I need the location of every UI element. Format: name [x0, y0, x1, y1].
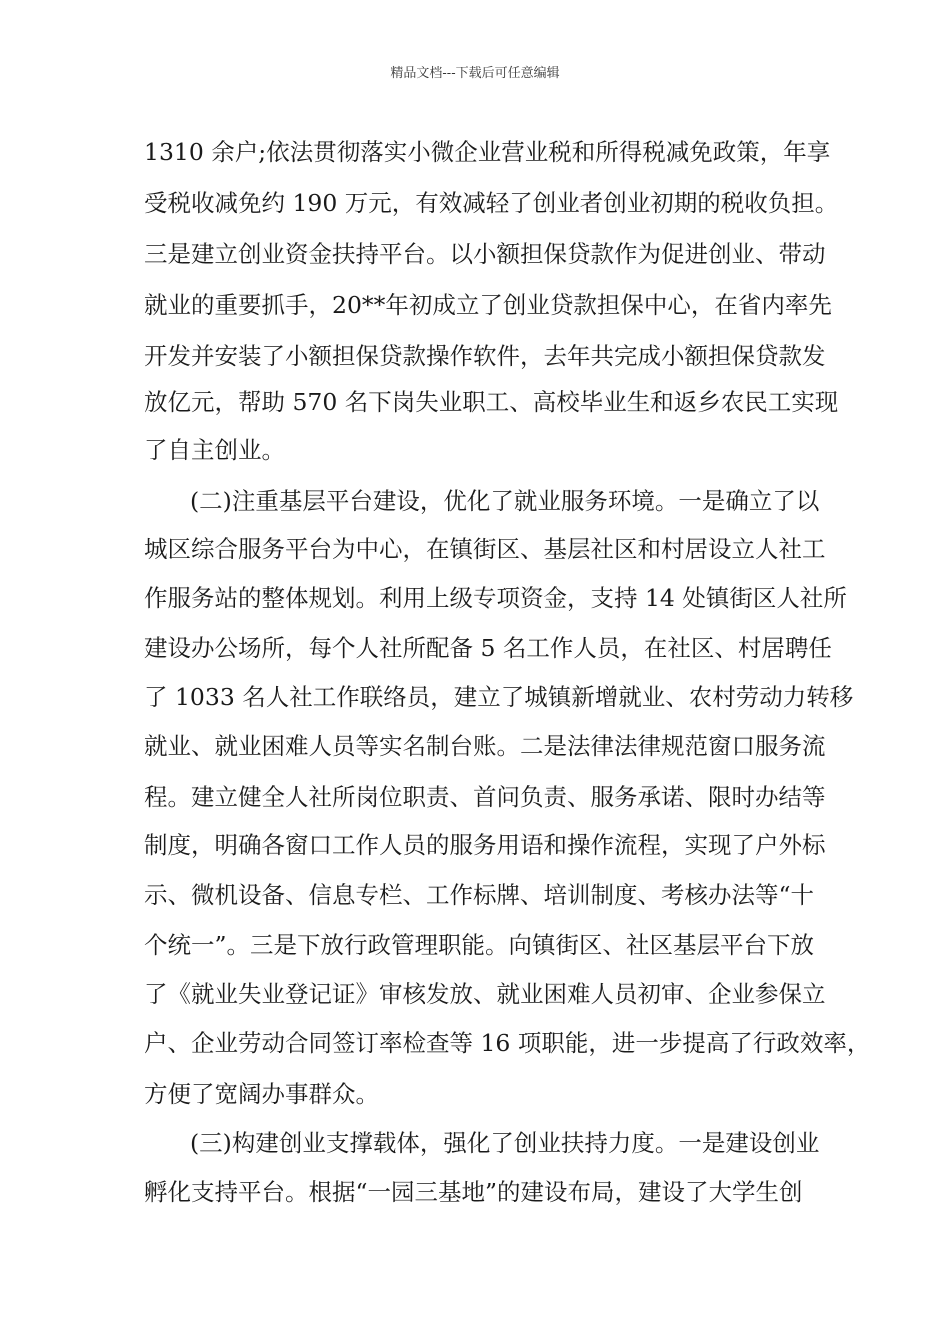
- body-line: 方便了宽阔办事群众。: [144, 1080, 379, 1108]
- paragraph-start-line: (三)构建创业支撑载体，强化了创业扶持力度。一是建设创业: [190, 1129, 820, 1157]
- body-line: 放亿元，帮助 570 名下岗失业职工、高校毕业生和返乡农民工实现: [144, 388, 839, 416]
- body-line: 孵化支持平台。根据“一园三基地”的建设布局，建设了大学生创: [144, 1178, 803, 1206]
- body-line: 示、微机设备、信息专栏、工作标牌、培训制度、考核办法等“十: [144, 881, 815, 909]
- body-line: 开发并安装了小额担保贷款操作软件，去年共完成小额担保贷款发: [144, 342, 826, 370]
- body-line: 制度，明确各窗口工作人员的服务用语和操作流程，实现了户外标: [144, 831, 826, 859]
- page-header: 精品文档---下载后可任意编辑: [390, 66, 560, 81]
- body-line: 城区综合服务平台为中心，在镇街区、基层社区和村居设立人社工: [144, 535, 826, 563]
- body-line: 建设办公场所，每个人社所配备 5 名工作人员，在社区、村居聘任: [144, 634, 832, 662]
- body-line: 了自主创业。: [144, 436, 285, 464]
- body-line: 就业、就业困难人员等实名制台账。二是法律法律规范窗口服务流: [144, 732, 826, 760]
- body-line: 三是建立创业资金扶持平台。以小额担保贷款作为促进创业、带动: [144, 240, 826, 268]
- body-line: 受税收减免约 190 万元，有效减轻了创业者创业初期的税收负担。: [144, 189, 839, 217]
- body-line: 程。建立健全人社所岗位职责、首问负责、服务承诺、限时办结等: [144, 783, 826, 811]
- body-line: 个统一”。三是下放行政管理职能。向镇街区、社区基层平台下放: [144, 931, 815, 959]
- body-line: 了《就业失业登记证》审核发放、就业困难人员初审、企业参保立: [144, 980, 826, 1008]
- body-line: 户、企业劳动合同签订率检查等 16 项职能，进一步提高了行政效率，: [144, 1029, 871, 1057]
- body-line: 就业的重要抓手，20**年初成立了创业贷款担保中心，在省内率先: [144, 291, 832, 319]
- body-line: 1310 余户;依法贯彻落实小微企业营业税和所得税减免政策，年享: [144, 138, 831, 166]
- body-line: 作服务站的整体规划。利用上级专项资金，支持 14 处镇街区人社所: [144, 584, 847, 612]
- body-line: 了 1033 名人社工作联络员，建立了城镇新增就业、农村劳动力转移: [144, 683, 854, 711]
- paragraph-start-line: (二)注重基层平台建设，优化了就业服务环境。一是确立了以: [190, 487, 820, 515]
